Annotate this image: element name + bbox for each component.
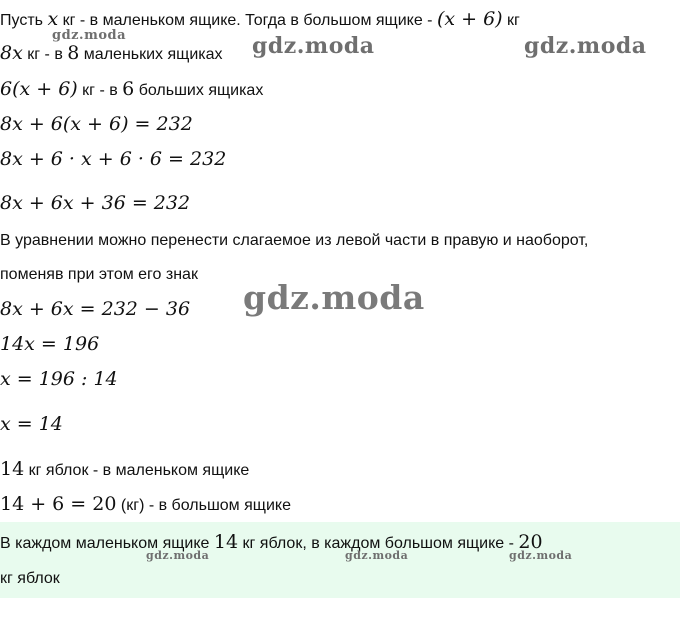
equation-1: 8x + 6(x + 6) = 232 — [0, 113, 193, 135]
line-1: Пусть x кг - в маленьком ящике. Тогда в большом ящике - (x + 6) кг — [0, 8, 520, 30]
equation-4: 8x + 6x = 232 − 36 — [0, 298, 191, 320]
result-line-2: 14 + 6 = 20 (кг) - в большом ящике — [0, 493, 291, 515]
watermark: gdz.moda — [252, 33, 375, 59]
answer-line-2: кг яблок — [0, 570, 60, 587]
watermark-small: gdz.moda — [52, 28, 127, 43]
equation-2: 8x + 6 · x + 6 · 6 = 232 — [0, 148, 227, 170]
answer-block — [0, 522, 680, 598]
line-2: 8x кг - в 8 маленьких ящиках — [0, 42, 223, 64]
equation-7: x = 14 — [0, 413, 63, 435]
watermark-small: gdz.moda — [345, 549, 409, 562]
watermark-large: gdz.moda — [243, 278, 425, 317]
answer-line-1: В каждом маленьком ящике 14 кг яблок, в каждом большом ящике - 20 — [0, 531, 543, 553]
explanation-line-2: поменяв при этом его знак — [0, 266, 198, 283]
result-line-1: 14 кг яблок - в маленьком ящике — [0, 458, 250, 480]
watermark: gdz.moda — [524, 33, 647, 59]
equation-3: 8x + 6x + 36 = 232 — [0, 192, 191, 214]
watermark-small: gdz.moda — [146, 549, 210, 562]
equation-5: 14x = 196 — [0, 333, 100, 355]
line-3: 6(x + 6) кг - в 6 больших ящиках — [0, 78, 264, 100]
watermark-small: gdz.moda — [509, 549, 573, 562]
explanation-line-1: В уравнении можно перенести слагаемое из левой части в правую и наоборот, — [0, 232, 589, 249]
equation-6: x = 196 : 14 — [0, 368, 118, 390]
